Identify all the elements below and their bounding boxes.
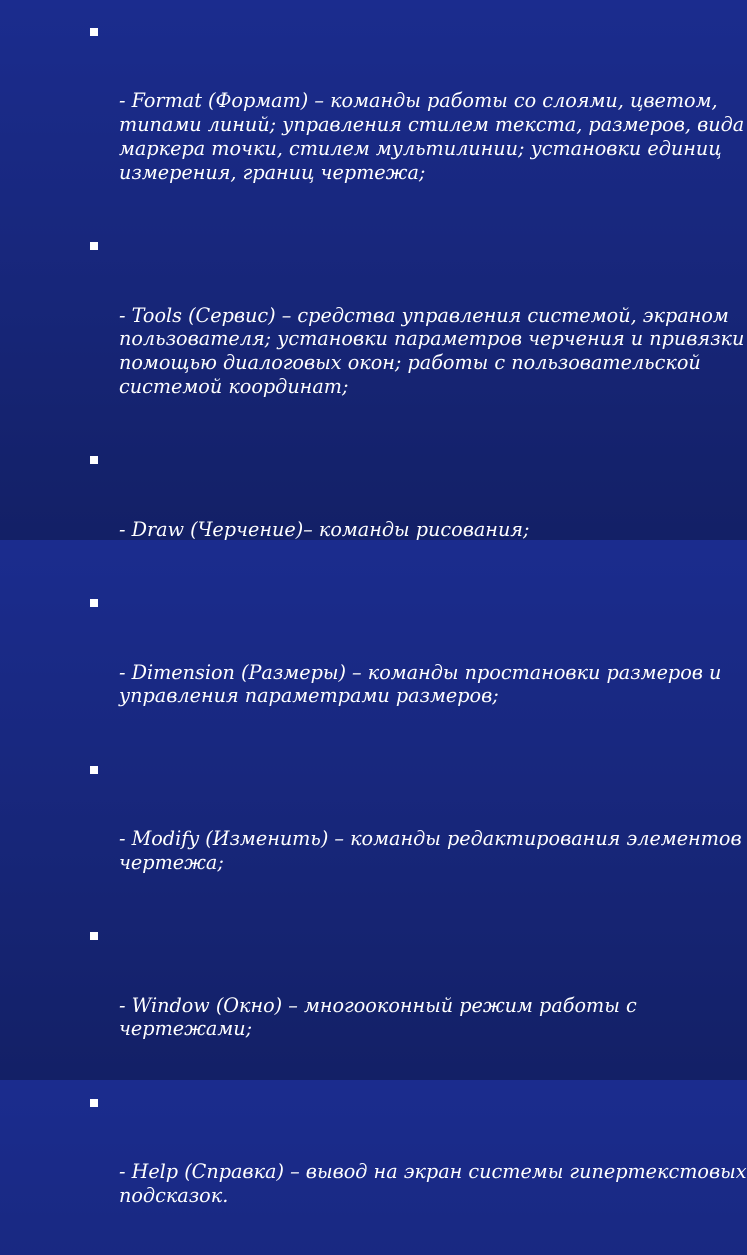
bullet-text: - Window (Окно) – многооконный режим работы с чертежами; [119, 993, 637, 1041]
square-bullet-icon [90, 599, 98, 607]
bullet-text: - Format (Формат) – команды работы со слоями, цветом, типами линий; управления стилем текста, размеров, вида маркера точки, стилем мультилинии; установки единиц измерения, границ чертежа; [119, 89, 745, 184]
bullet-text: - Tools (Сервис) – средства управления системой, экраном пользователя; установки параметров черчения и привязки помощью диалоговых окон; работы с пользовательской системой координат; [119, 303, 745, 398]
bullet-item-dimension [90, 589, 720, 756]
bullet-item-window [90, 922, 720, 1089]
bullet-item-tools [90, 232, 745, 446]
square-bullet-icon [90, 932, 98, 940]
square-bullet-icon [90, 766, 98, 774]
bullet-item-modify [90, 756, 742, 923]
square-bullet-icon [90, 1099, 98, 1107]
bullet-text: - Dimension (Размеры) – команды простановки размеров и управления параметрами размеров; [119, 660, 722, 708]
square-bullet-icon [90, 28, 98, 36]
bullet-list [90, 18, 747, 1255]
bullet-item-format [90, 18, 745, 232]
bullet-item-help [90, 1089, 747, 1255]
bullet-text: - Help (Справка) – вывод на экран системы гипертекстовых подсказок. [119, 1160, 747, 1208]
bullet-item-draw [90, 446, 720, 589]
bullet-text: - Modify (Изменить) – команды редактирования элементов чертежа; [119, 827, 742, 874]
square-bullet-icon [90, 242, 98, 250]
square-bullet-icon [90, 456, 98, 464]
bullet-text: - Draw (Черчение)– команды рисования; [119, 517, 530, 541]
